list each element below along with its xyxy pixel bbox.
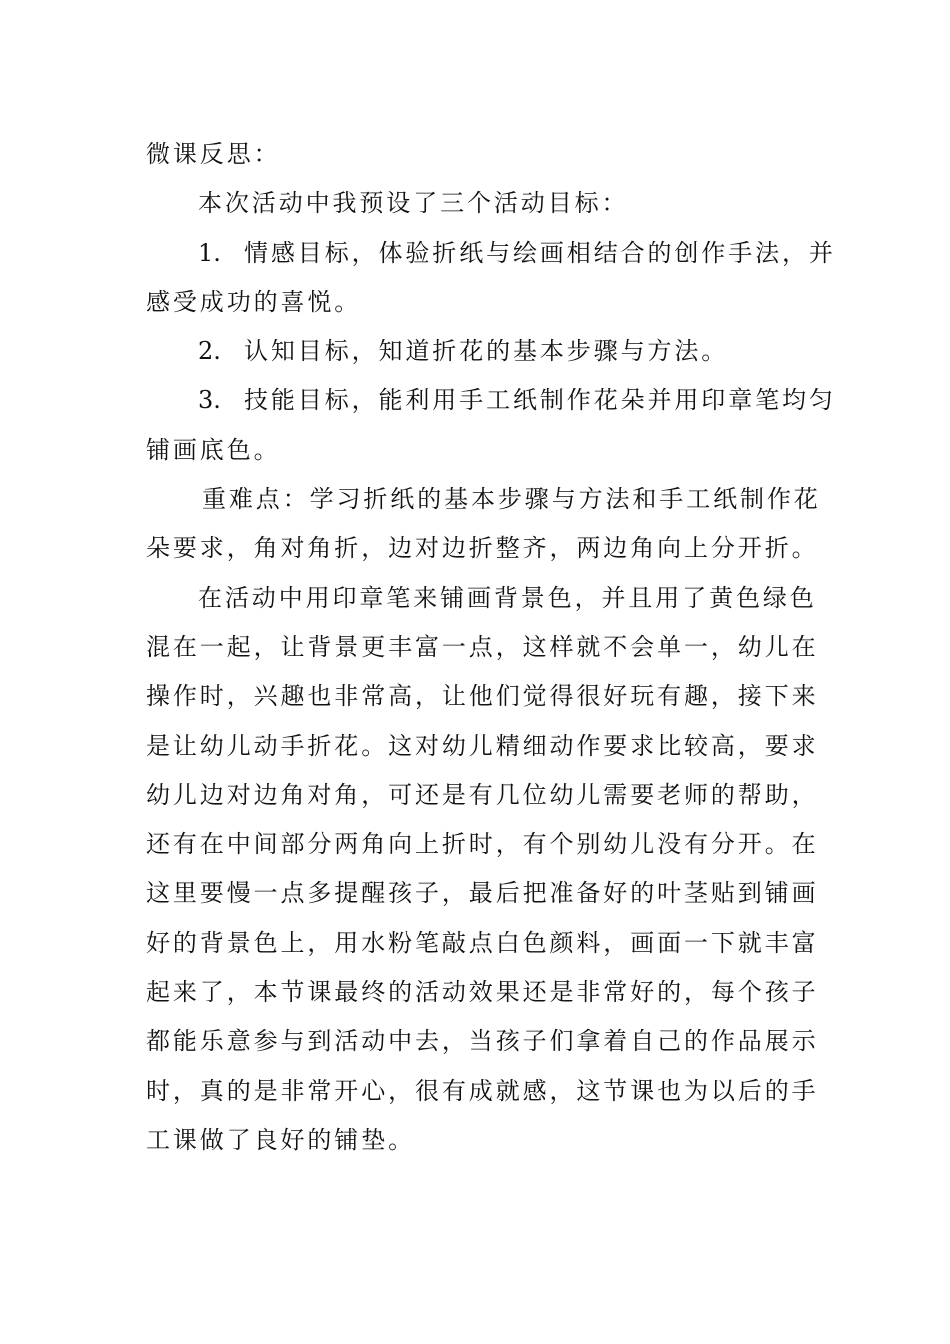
goal-1-line-1 bbox=[146, 229, 836, 278]
goal-3-line-1 bbox=[146, 376, 836, 425]
reflection-line: 好的背景色上，用水粉笔敲点白色颜料，画面一下就丰富 bbox=[146, 928, 819, 957]
reflection-line: 在活动中用印章笔来铺画背景色，并且用了黄色绿色 bbox=[198, 583, 817, 612]
key-points-line-2: 朵要求，角对角折，边对边折整齐，两边角向上分开折。 bbox=[146, 534, 819, 563]
reflection-line: 起来了，本节课最终的活动效果还是非常好的，每个孩子 bbox=[146, 978, 819, 1007]
goal-1-text-1: 情感目标，体验折纸与绘画相结合的创作手法，并 bbox=[244, 238, 836, 267]
reflection-line: 这里要慢一点多提醒孩子，最后把准备好的叶茎贴到铺画 bbox=[146, 879, 819, 908]
goal-2-line-1 bbox=[146, 327, 810, 376]
reflection-line: 是让幼儿动手折花。这对幼儿精细动作要求比较高，要求 bbox=[146, 731, 819, 760]
intro-paragraph: 本次活动中我预设了三个活动目标： bbox=[198, 189, 629, 218]
goal-1-line-2: 感受成功的喜悦。 bbox=[146, 287, 362, 316]
goal-1-number: 1. bbox=[198, 238, 221, 267]
heading: 微课反思： bbox=[146, 140, 281, 168]
goal-3-number: 3. bbox=[198, 386, 221, 415]
reflection-line: 工课做了良好的铺垫。 bbox=[146, 1125, 415, 1154]
reflection-line: 时，真的是非常开心，很有成就感，这节课也为以后的手 bbox=[146, 1076, 819, 1105]
reflection-line: 都能乐意参与到活动中去，当孩子们拿着自己的作品展示 bbox=[146, 1027, 819, 1056]
goal-2-text-1: 认知目标，知道折花的基本步骤与方法。 bbox=[244, 337, 729, 366]
reflection-line: 混在一起，让背景更丰富一点，这样就不会单一，幼儿在 bbox=[146, 632, 819, 661]
reflection-line: 操作时，兴趣也非常高，让他们觉得很好玩有趣，接下来 bbox=[146, 682, 819, 711]
key-points-line-1: 重难点：学习折纸的基本步骤与方法和手工纸制作花 bbox=[202, 485, 821, 514]
goal-3-line-2: 铺画底色。 bbox=[146, 435, 281, 464]
goal-2-number: 2. bbox=[198, 337, 221, 366]
reflection-line: 还有在中间部分两角向上折时，有个别幼儿没有分开。在 bbox=[146, 830, 819, 859]
document-body bbox=[146, 130, 836, 1165]
goal-3-text-1: 技能目标，能利用手工纸制作花朵并用印章笔均匀 bbox=[244, 386, 836, 415]
reflection-line: 幼儿边对边角对角，可还是有几位幼儿需要老师的帮助， bbox=[146, 780, 819, 809]
